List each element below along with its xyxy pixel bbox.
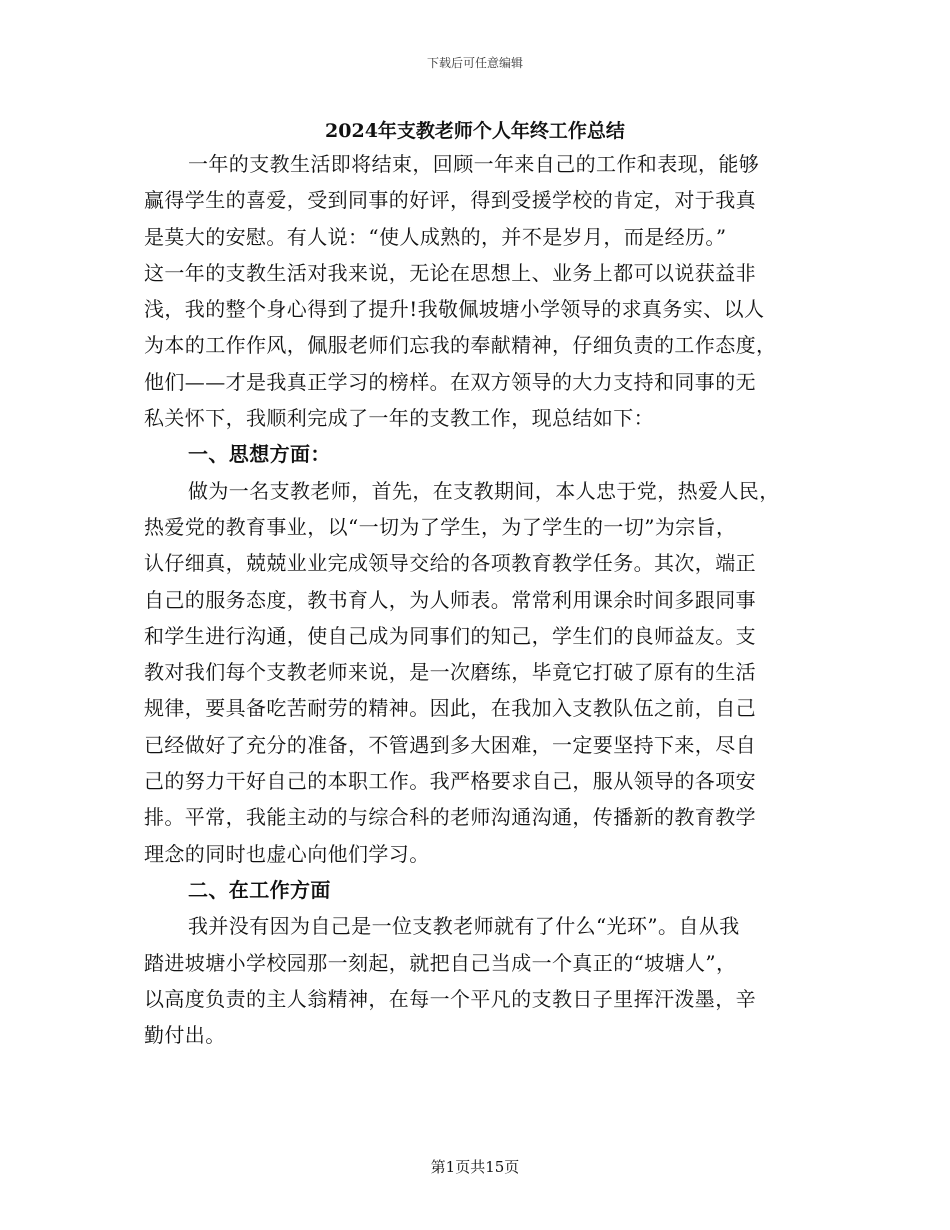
section-heading: 一、思想方面： [188, 442, 331, 467]
paragraph-line: 自己的服务态度，教书育人，为人师表。常常利用课余时间多跟同事 [144, 587, 756, 612]
paragraph-line: 规律，要具备吃苦耐劳的精神。因此，在我加入支教队伍之前，自己 [144, 696, 756, 721]
paragraph-line: 热爱党的教育事业，以“一切为了学生，为了学生的一切”为宗旨， [144, 514, 737, 539]
paragraph-line: 教对我们每个支教老师来说，是一次磨练，毕竟它打破了原有的生活 [144, 660, 756, 685]
page-number-footer: 第1页共15页 [430, 1158, 520, 1176]
paragraph-line: 认仔细真，兢兢业业完成领导交给的各项教育教学任务。其次，端正 [144, 551, 756, 576]
paragraph-line: 排。平常，我能主动的与综合科的老师沟通沟通，传播新的教育教学 [144, 805, 756, 830]
paragraph-line: 赢得学生的喜爱，受到同事的好评，得到受援学校的肯定，对于我真 [144, 188, 756, 213]
paragraph-line: 和学生进行沟通，使自己成为同事们的知己，学生们的良师益友。支 [144, 623, 756, 648]
document-title: 2024年支教老师个人年终工作总结 [325, 120, 625, 142]
paragraph-line: 勤付出。 [144, 1023, 226, 1048]
paragraph-line: 浅，我的整个身心得到了提升!我敬佩坡塘小学领导的求真务实、以人 [144, 297, 765, 322]
paragraph-line: 以高度负责的主人翁精神，在每一个平凡的支教日子里挥汗泼墨，辛 [144, 986, 756, 1011]
page-header-note: 下载后可任意编辑 [426, 56, 523, 70]
paragraph-line: 已经做好了充分的准备，不管遇到多大困难，一定要坚持下来，尽自 [144, 732, 756, 757]
paragraph-line: 为本的工作作风，佩服老师们忘我的奉献精神，仔细负责的工作态度， [144, 333, 777, 358]
document-body [144, 146, 806, 1053]
paragraph-line: 是莫大的安慰。有人说：“使人成熟的，并不是岁月，而是经历。” [144, 224, 727, 249]
paragraph-line: 他们——才是我真正学习的榜样。在双方领导的大力支持和同事的无 [144, 369, 756, 394]
paragraph-line: 理念的同时也虚心向他们学习。 [144, 841, 430, 866]
section-heading: 二、在工作方面 [188, 877, 331, 902]
paragraph-line: 我并没有因为自己是一位支教老师就有了什么“光环”。自从我 [188, 914, 740, 939]
paragraph-line: 这一年的支教生活对我来说，无论在思想上、业务上都可以说获益非 [144, 260, 756, 285]
paragraph-line: 踏进坡塘小学校园那一刻起，就把自己当成一个真正的“坡塘人”， [144, 950, 737, 975]
paragraph-line: 一年的支教生活即将结束，回顾一年来自己的工作和表现，能够 [188, 152, 760, 176]
paragraph-line: 私关怀下，我顺利完成了一年的支教工作，现总结如下： [144, 406, 654, 431]
paragraph-line: 做为一名支教老师，首先，在支教期间，本人忠于党，热爱人民， [188, 478, 780, 503]
paragraph-line: 己的努力干好自己的本职工作。我严格要求自己，服从领导的各项安 [144, 769, 756, 794]
